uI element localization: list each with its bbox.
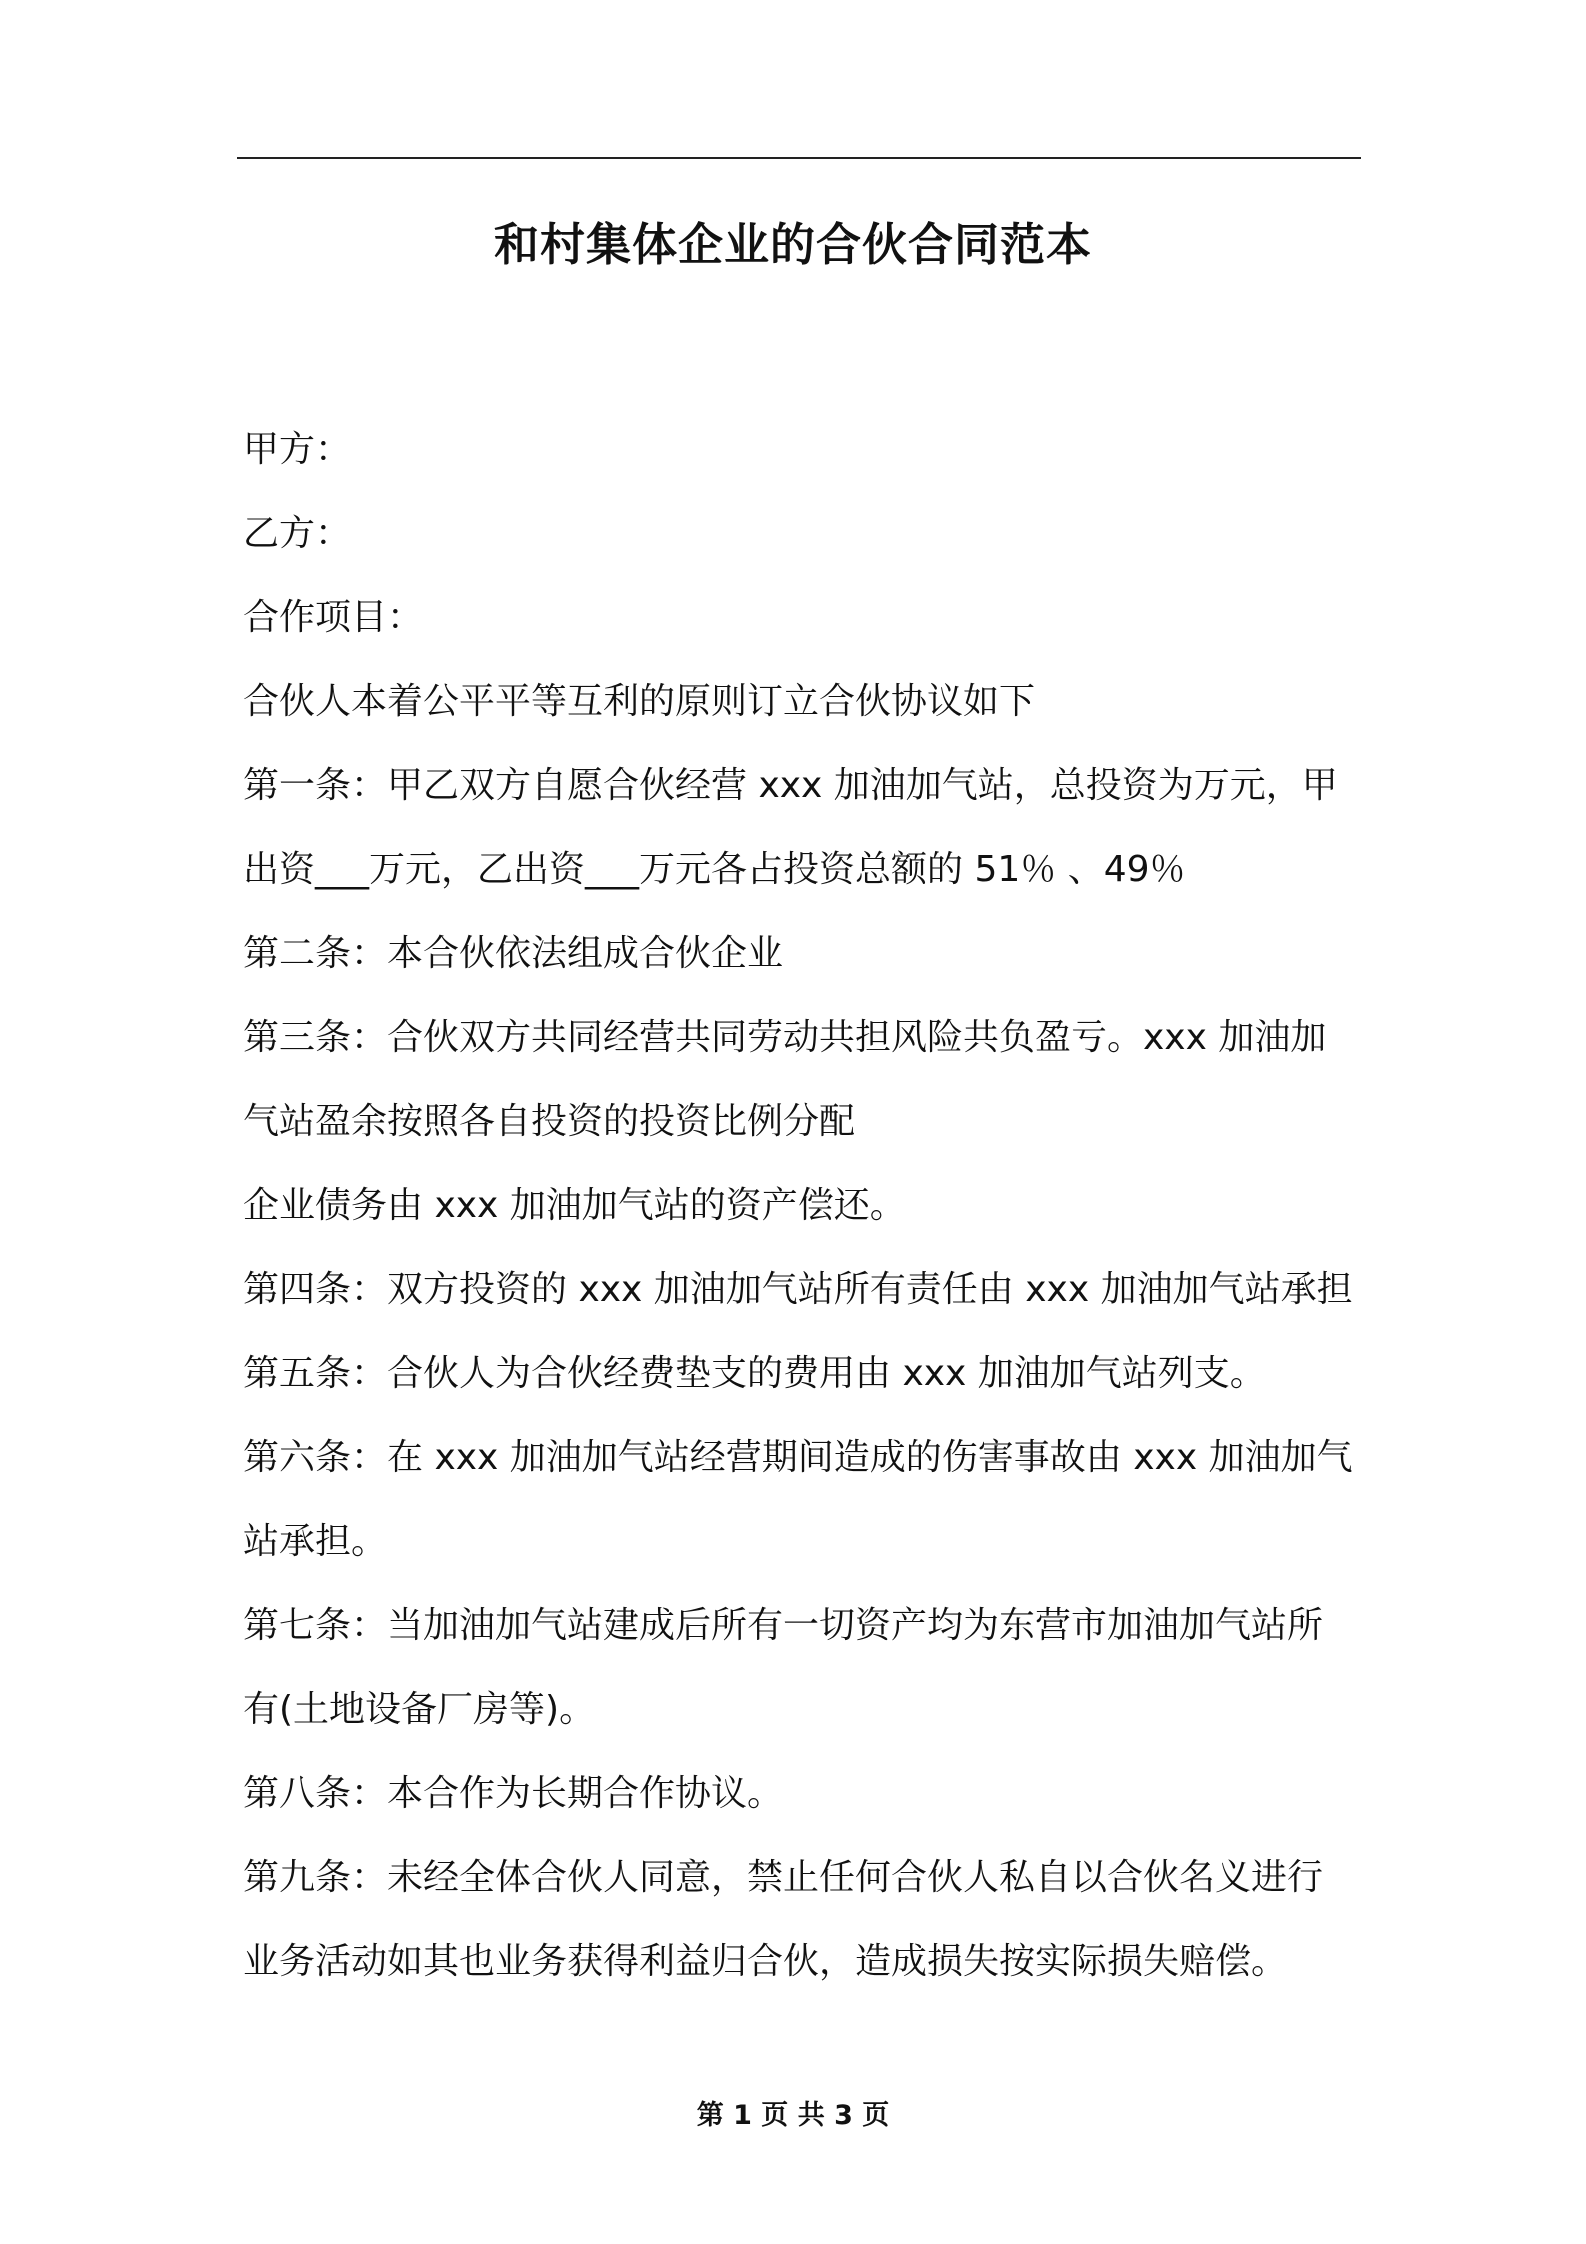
article-7-line-2: 有(土地设备厂房等)。 xyxy=(243,1689,596,1730)
article-5-line: 第五条：合伙人为合伙经费垫支的费用由 xxx 加油加气站列支。 xyxy=(243,1353,1266,1394)
page-footer: 第 1 页 共 3 页 xyxy=(696,2100,890,2131)
article-6-line-2: 站承担。 xyxy=(243,1521,388,1562)
article-6-line-1: 第六条：在 xxx 加油加气站经营期间造成的伤害事故由 xxx 加油加气 xyxy=(243,1437,1353,1478)
article-1-line-1: 第一条：甲乙双方自愿合伙经营 xxx 加油加气站，总投资为万元，甲 xyxy=(243,765,1338,806)
article-1-line-2: 出资___万元，乙出资___万元各占投资总额的 51％ 、49％ xyxy=(243,849,1186,890)
article-9-line-2: 业务活动如其也业务获得利益归合伙，造成损失按实际损失赔偿。 xyxy=(243,1941,1288,1982)
party-a-line: 甲方： xyxy=(243,429,352,470)
document-title: 和村集体企业的合伙合同范本 xyxy=(493,218,1092,271)
article-4-line: 第四条：双方投资的 xxx 加油加气站所有责任由 xxx 加油加气站承担 xyxy=(243,1269,1353,1310)
preamble-line: 合伙人本着公平平等互利的原则订立合伙协议如下 xyxy=(243,681,1036,722)
article-9-line-1: 第九条：未经全体合伙人同意，禁止任何合伙人私自以合伙名义进行 xyxy=(243,1857,1324,1898)
article-3-line-1: 第三条：合伙双方共同经营共同劳动共担风险共负盈亏。xxx 加油加 xyxy=(243,1017,1327,1058)
article-3-line-2: 气站盈余按照各自投资的投资比例分配 xyxy=(243,1101,856,1142)
party-b-line: 乙方： xyxy=(243,513,352,554)
article-3-line-3: 企业债务由 xxx 加油加气站的资产偿还。 xyxy=(243,1185,906,1226)
document-body xyxy=(243,408,1361,2004)
article-8-line: 第八条：本合作为长期合作协议。 xyxy=(243,1773,784,1814)
project-line: 合作项目： xyxy=(243,597,424,638)
article-7-line-1: 第七条：当加油加气站建成后所有一切资产均为东营市加油加气站所 xyxy=(243,1605,1324,1646)
header-rule xyxy=(237,157,1361,159)
article-2-line: 第二条：本合伙依法组成合伙企业 xyxy=(243,933,784,974)
